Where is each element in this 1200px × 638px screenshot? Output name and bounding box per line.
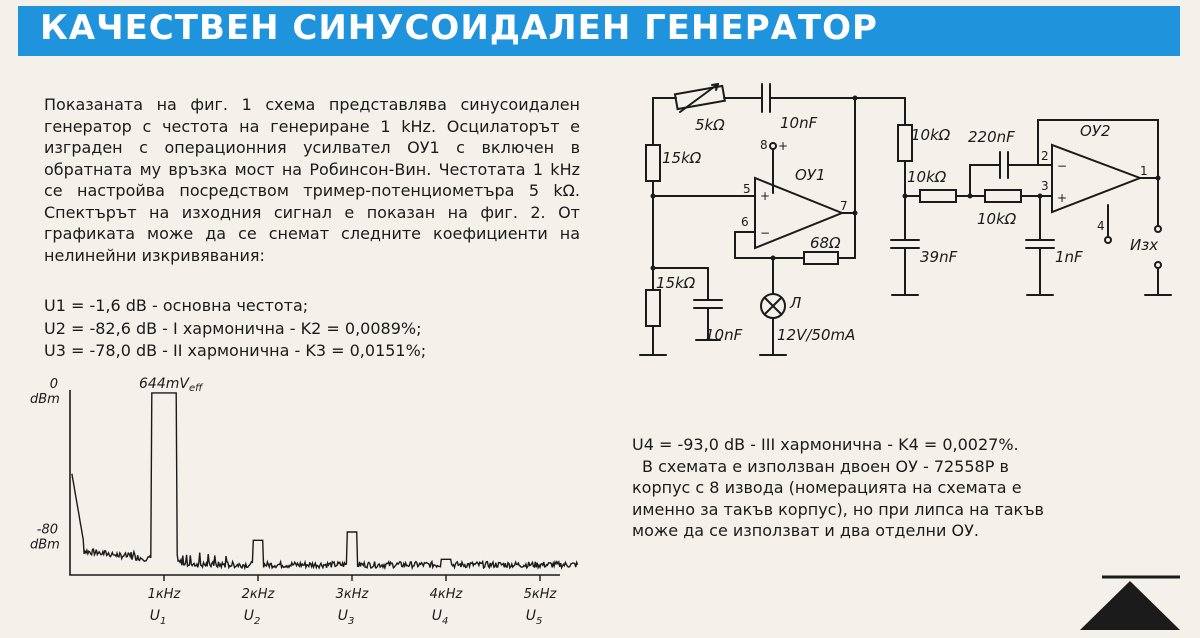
x-tick-label: 2кHz — [241, 587, 275, 602]
label-op2-pin2: 2 — [1041, 149, 1049, 163]
label-op2-pin3: 3 — [1041, 179, 1049, 193]
label-trimmer: 5kΩ — [695, 116, 725, 134]
x-tick-sublabel: $U_1$ — [149, 608, 167, 627]
label-op2-pin4: 4 — [1097, 219, 1105, 233]
label-output: Изх — [1130, 236, 1159, 254]
label-op2-plus: + — [1057, 191, 1068, 205]
label-op1: ОУ1 — [795, 166, 826, 184]
label-lamp-value: 12V/50mA — [777, 326, 856, 344]
text-line: именно за такъв корпус), но при липса на такъв — [632, 499, 1044, 519]
label-c-39: 39nF — [920, 248, 958, 266]
label-c-1n: 1nF — [1055, 248, 1083, 266]
label-r-10k-b: 10kΩ — [907, 168, 947, 186]
page-title: КАЧЕСТВЕН СИНУСОИДАЛЕН ГЕНЕРАТОР — [40, 8, 878, 48]
end-mark-icon — [1080, 565, 1180, 630]
x-tick-label: 3кHz — [335, 587, 369, 602]
u2-line: U2 = -82,6 dB - I хармонична - K2 = 0,0089%; — [44, 319, 422, 338]
label-c-220: 220nF — [968, 128, 1015, 146]
label-op2-minus: − — [1057, 159, 1068, 173]
x-tick-sublabel: $U_3$ — [337, 608, 355, 627]
label-op1-minus: − — [760, 226, 771, 240]
text-line: корпус с 8 извода (номерацията на схемата е — [632, 478, 1022, 497]
spectrum-trace — [72, 393, 578, 568]
label-lamp: Л — [790, 294, 802, 312]
label-r-feedback: 68Ω — [810, 234, 841, 252]
label-op1-pin8: 8 — [760, 138, 768, 152]
x-tick-label: 4кHz — [429, 587, 463, 602]
label-op2-pin1: 1 — [1140, 164, 1148, 178]
label-op1-pin7: 7 — [840, 199, 848, 213]
label-r-10k-c: 10kΩ — [977, 210, 1017, 228]
u4-line: U4 = -93,0 dB - III хармонична - K4 = 0,0027%. — [632, 435, 1019, 454]
x-tick-label: 5кHz — [523, 587, 557, 602]
label-r-10k-a: 10kΩ — [911, 126, 951, 144]
text-line: В схемата е използван двоен ОУ - 72558Р в — [642, 456, 1009, 476]
label-c-left-bottom: 10nF — [705, 326, 743, 344]
label-op1-plus-supply: + — [778, 139, 789, 153]
label-op1-pin6: 6 — [741, 215, 749, 229]
x-tick-label: 1кHz — [147, 587, 181, 602]
spectrum-chart — [0, 360, 620, 638]
x-tick-sublabel: $U_4$ — [431, 608, 449, 627]
y-tick-label: 0 — [49, 377, 58, 392]
x-tick-sublabel: $U_2$ — [243, 608, 261, 627]
intro-paragraph: Показаната на фиг. 1 схема представлява синусоидален генератор с честота на генериране 1 kHz. Осцилаторът е изграден с операционния усилвател ОУ1 с включен в обратната му връзка мост на Робинсон-Вин. Честотата 1 kHz се настройва посредством тример-потенциометъра 5 kΩ. Спектърът на изходния сигнал е показан на фиг. 2. От графиката може да се снемат следните коефициенти на нелинейни изкривявания: — [44, 95, 580, 265]
y-tick-unit: dBm — [30, 392, 60, 407]
u3-line: U3 = -78,0 dB - II хармонична - K3 = 0,0151%; — [44, 341, 427, 360]
label-op1-plus: + — [760, 189, 771, 203]
text-line: може да се използват и два отделни ОУ. — [632, 521, 979, 540]
y-tick-unit: dBm — [30, 537, 60, 553]
u1-line: U1 = -1,6 dB - основна честота; — [44, 296, 309, 315]
y-tick-label: -80 — [36, 522, 58, 538]
label-op2: ОУ2 — [1080, 122, 1111, 140]
x-tick-sublabel: $U_5$ — [525, 608, 543, 627]
label-op1-pin5: 5 — [743, 182, 751, 196]
label-c-top: 10nF — [780, 114, 818, 132]
label-r-left-top: 15kΩ — [662, 149, 702, 167]
peak-annotation: $644mV_{eff}$ — [139, 376, 203, 394]
label-r-left-bottom: 15kΩ — [656, 274, 696, 292]
